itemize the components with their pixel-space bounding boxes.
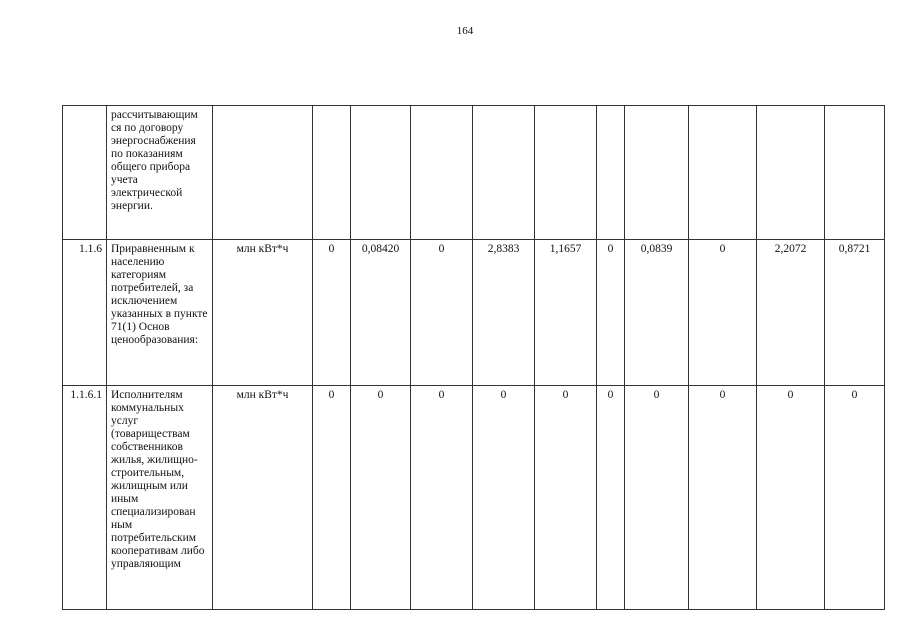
row-value: 0,0839 <box>625 240 689 386</box>
row-value <box>313 106 351 240</box>
page-number: 164 <box>456 25 474 37</box>
row-value: 0 <box>689 386 757 610</box>
row-value: 0 <box>825 386 885 610</box>
table-row <box>63 386 885 610</box>
row-name: рассчитывающим ся по договору энергоснабжения по показаниям общего прибора учета электрической энергии. <box>107 106 213 240</box>
row-value <box>689 106 757 240</box>
row-value: 0 <box>597 386 625 610</box>
row-name: Исполнителям коммунальных услуг (товариществам собственников жилья, жилищно-строительным, жилищным или иным специализирован ным потребительским кооперативам либо управляющим <box>107 386 213 610</box>
row-value: 0 <box>351 386 411 610</box>
row-value: 0 <box>535 386 597 610</box>
row-value <box>625 106 689 240</box>
row-code: 1.1.6.1 <box>63 386 107 610</box>
tariff-table <box>62 105 885 610</box>
row-code: 1.1.6 <box>63 240 107 386</box>
row-value: 0,08420 <box>351 240 411 386</box>
row-value: 0 <box>757 386 825 610</box>
row-value: 2,8383 <box>473 240 535 386</box>
row-value: 1,1657 <box>535 240 597 386</box>
table-row <box>63 240 885 386</box>
row-unit: млн кВт*ч <box>213 386 313 610</box>
row-value: 0 <box>411 386 473 610</box>
row-value <box>757 106 825 240</box>
row-unit <box>213 106 313 240</box>
row-value: 0 <box>625 386 689 610</box>
row-value: 0 <box>411 240 473 386</box>
row-value: 0 <box>313 240 351 386</box>
row-value <box>473 106 535 240</box>
row-value: 0,8721 <box>825 240 885 386</box>
row-value: 0 <box>473 386 535 610</box>
row-value <box>825 106 885 240</box>
row-value <box>597 106 625 240</box>
row-value: 0 <box>313 386 351 610</box>
row-value <box>411 106 473 240</box>
row-code <box>63 106 107 240</box>
row-value: 0 <box>597 240 625 386</box>
row-value: 2,2072 <box>757 240 825 386</box>
row-value <box>535 106 597 240</box>
row-name: Приравненным к населению категориям потребителей, за исключением указанных в пункте 71(1) Основ ценообразования: <box>107 240 213 386</box>
row-value <box>351 106 411 240</box>
row-unit: млн кВт*ч <box>213 240 313 386</box>
table-row <box>63 106 885 240</box>
row-value: 0 <box>689 240 757 386</box>
